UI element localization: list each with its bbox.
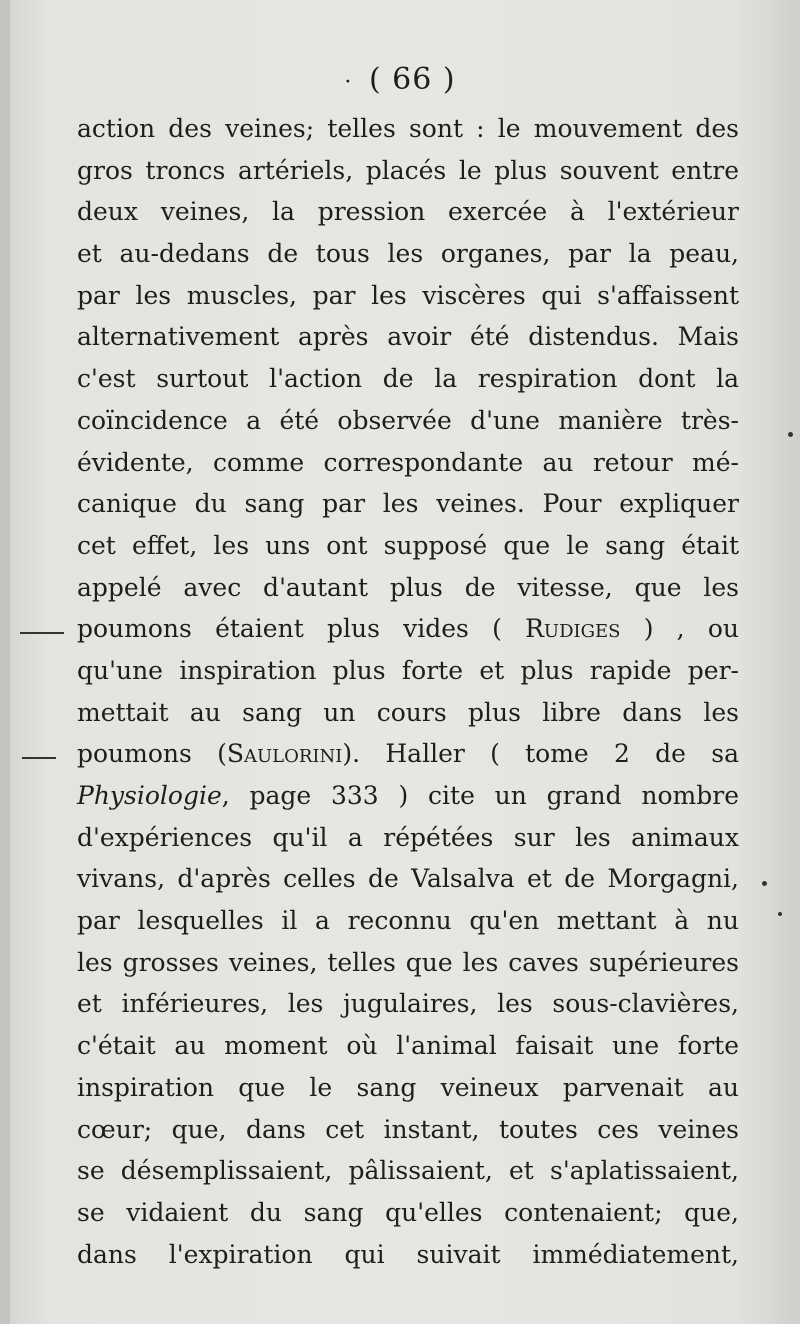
text-line: se désemplissaient, pâlissaient, et s'aplatissaient, [77, 1156, 739, 1186]
text-segment: ) , ou [620, 614, 739, 644]
text-line: c'était au moment où l'animal faisait une forte [77, 1031, 739, 1061]
text-line: les grosses veines, telles que les caves supérieures [77, 947, 739, 977]
text-line: c'est surtout l'action de la respiration dont la [77, 364, 739, 394]
text-line: coïncidence a été observée d'une manière très- [77, 405, 739, 435]
text-line: et inférieures, les jugulaires, les sous-clavières, [77, 989, 739, 1019]
text-line: deux veines, la pression exercée à l'extérieur [77, 197, 739, 227]
text-line: et au-dedans de tous les organes, par la peau, [77, 239, 739, 269]
text-line: d'expériences qu'il a répétées sur les animaux [77, 822, 739, 852]
text-line: cet effet, les uns ont supposé que le sang était [77, 530, 739, 560]
text-line: gros troncs artériels, placés le plus souvent entre [77, 155, 739, 185]
text-segment: , page 333 ) cite un grand nombre [221, 781, 739, 810]
text-line [77, 608, 739, 650]
text-line: appelé avec d'autant plus de vitesse, que les [77, 572, 739, 602]
page-number: ( 66 ) [368, 62, 456, 97]
margin-dash-mark [22, 757, 56, 759]
margin-dot-mark [778, 912, 782, 916]
text-line [77, 775, 739, 817]
margin-dash-mark [20, 632, 64, 634]
text-line: cœur; que, dans cet instant, toutes ces veines [77, 1114, 739, 1144]
author-name: Rudiges [525, 614, 621, 644]
text-line: dans l'expiration qui suivait immédiatement, [77, 1239, 739, 1269]
author-name: Saulorini [226, 739, 343, 769]
margin-dot-mark [788, 432, 793, 437]
text-line: inspiration que le sang veineux parvenait au [77, 1072, 739, 1102]
margin-dot-mark [762, 881, 767, 886]
text-line: action des veines; telles sont : le mouvement des [77, 114, 739, 143]
page-header [0, 62, 800, 97]
text-line: canique du sang par les veines. Pour expliquer [77, 489, 739, 519]
text-line: qu'une inspiration plus forte et plus rapide per- [77, 655, 739, 685]
text-line: mettait au sang un cours plus libre dans les [77, 697, 739, 727]
text-line: se vidaient du sang qu'elles contenaient; que, [77, 1197, 739, 1227]
text-line: par les muscles, par les viscères qui s'affaissent [77, 280, 739, 310]
text-line: évidente, comme correspondante au retour mé- [77, 447, 739, 477]
text-line: vivans, d'après celles de Valsalva et de Morgagni, [77, 864, 739, 894]
text-segment: ). Haller ( tome 2 de sa [342, 739, 739, 769]
body-text [77, 108, 739, 1275]
header-marker: · [344, 70, 353, 95]
text-line: par lesquelles il a reconnu qu'en mettant à nu [77, 906, 739, 936]
book-title: Physiologie [77, 781, 222, 810]
text-segment: poumons étaient plus vides ( [77, 614, 526, 644]
text-line [77, 733, 739, 775]
text-line: alternativement après avoir été distendus. Mais [77, 322, 739, 352]
page-gutter [0, 0, 10, 1324]
text-segment: poumons ( [77, 739, 227, 769]
